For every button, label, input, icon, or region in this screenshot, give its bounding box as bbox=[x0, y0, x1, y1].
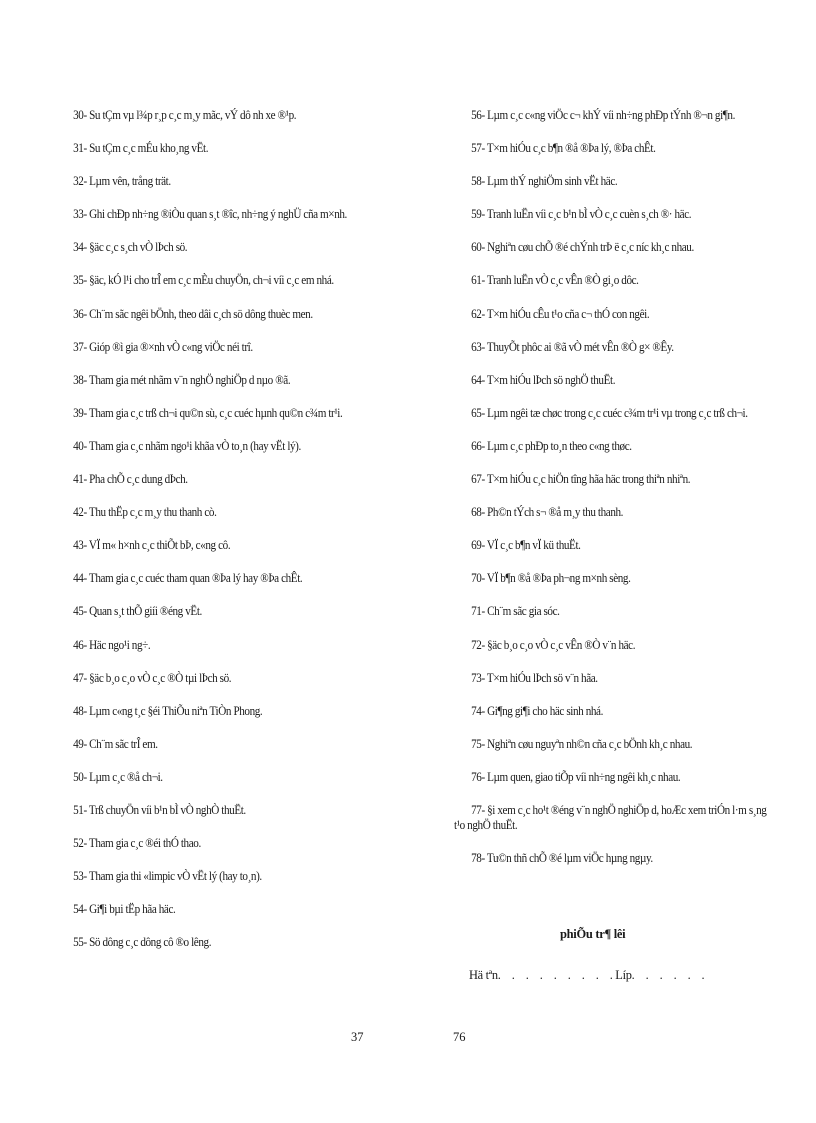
name-class-line: Hä tªn. . . . . . . . . Líp. . . . . . bbox=[469, 968, 705, 982]
list-item: 65- Lµm ngêi tæ chøc trong c¸c cuéc c¾m tr¹i vµ trong c¸c trß ch¬i. bbox=[471, 405, 748, 420]
page-number-left: 37 bbox=[351, 1030, 364, 1044]
list-item: 52- Tham gia c¸c ®éi thÓ thao. bbox=[73, 836, 201, 851]
list-item: 37- Gióp ®ì gia ®×nh vÒ c«ng viÖc néi trî. bbox=[73, 339, 253, 354]
list-item: 68- Ph©n tÝch s¬ ®å m¸y thu thanh. bbox=[471, 505, 624, 520]
list-item: 34- §äc c¸c s¸ch vÒ lÞch sö. bbox=[73, 240, 188, 255]
list-item: 63- ThuyÕt phôc ai ®ã vÒ mét vÊn ®Ò g× ®Êy. bbox=[471, 339, 674, 354]
list-item: 56- Lµm c¸c c«ng viÖc c¬ khÝ víi nh÷ng phÐp tÝnh ®¬n gi¶n. bbox=[471, 108, 735, 122]
answer-sheet-title: phiÕu tr¶ lêi bbox=[560, 927, 626, 941]
right-column bbox=[454, 108, 772, 884]
list-item: 54- Gi¶i bµi tËp hãa häc. bbox=[73, 902, 176, 917]
list-item: 77- §i xem c¸c ho¹t ®éng v¨n nghÖ nghiÖp d, hoÆc xem triÓn l·m s¸ng t¹o nghÖ thuËt. bbox=[454, 802, 767, 832]
list-item: 39- Tham gia c¸c trß ch¬i qu©n sù, c¸c cuéc hµnh qu©n c¾m tr¹i. bbox=[73, 405, 343, 420]
list-item: 40- Tham gia c¸c nhãm ngo¹i khãa vÒ to¸n (hay vËt lý). bbox=[73, 438, 301, 453]
list-item: 71- Ch¨m sãc gia sóc. bbox=[471, 604, 560, 619]
list-item: 64- T×m hiÓu lÞch sö nghÖ thuËt. bbox=[471, 372, 616, 387]
list-item: 33- Ghi chÐp nh÷ng ®iÒu quan s¸t ®îc, nh÷ng ý nghÜ cña m×nh. bbox=[73, 207, 347, 222]
list-item: 50- Lµm c¸c ®å ch¬i. bbox=[73, 769, 163, 784]
list-item: 58- Lµm thÝ nghiÖm sinh vËt häc. bbox=[471, 174, 618, 189]
list-item: 61- Tranh luËn vÒ c¸c vÊn ®Ò gi¸o dôc. bbox=[471, 273, 639, 288]
list-item: 41- Pha chÕ c¸c dung dÞch. bbox=[73, 472, 188, 487]
list-item: 45- Quan s¸t thÕ giíi ®éng vËt. bbox=[73, 604, 202, 619]
list-item: 49- Ch¨m sãc trÎ em. bbox=[73, 736, 158, 751]
list-item: 30- Su tÇm vµ l¾p r¸p c¸c m¸y mãc, vÝ dô nh xe ®¹p. bbox=[73, 108, 297, 122]
list-item: 59- Tranh luËn víi c¸c b¹n bÌ vÒ c¸c cuèn s¸ch ®· häc. bbox=[471, 207, 692, 222]
list-item: 75- Nghiªn cøu nguyªn nh©n cña c¸c bÖnh kh¸c nhau. bbox=[471, 736, 693, 751]
list-item: 69- VÏ c¸c b¶n vÏ kü thuËt. bbox=[471, 538, 581, 553]
list-item: 62- T×m hiÓu cÊu t¹o cña c¬ thÓ con ngêi. bbox=[471, 306, 650, 321]
list-item: 72- §äc b¸o c¸o vÒ c¸c vÊn ®Ò v¨n häc. bbox=[471, 637, 636, 652]
list-item: 73- T×m hiÓu lÞch sö v¨n hãa. bbox=[471, 670, 598, 685]
list-item: 48- Lµm c«ng t¸c §éi ThiÕu niªn TiÒn Phong. bbox=[73, 703, 263, 718]
list-item: 44- Tham gia c¸c cuéc tham quan ®Þa lý hay ®Þa chÊt. bbox=[73, 571, 303, 586]
list-item: 43- VÏ m« h×nh c¸c thiÕt bÞ, c«ng cô. bbox=[73, 538, 231, 553]
list-item: 53- Tham gia thi «limpic vÒ vËt lý (hay to¸n). bbox=[73, 869, 262, 884]
page-number-right: 76 bbox=[453, 1030, 466, 1044]
list-item: 78- Tu©n thñ chÕ ®é lµm viÖc hµng ngµy. bbox=[471, 851, 653, 866]
list-item: 51- Trß chuyÖn víi b¹n bÌ vÒ nghÒ thuËt. bbox=[73, 802, 246, 817]
list-item: 35- §äc, kÓ l¹i cho trÎ em c¸c mÈu chuyÖn, ch¬i víi c¸c em nhá. bbox=[73, 273, 334, 288]
list-item: 76- Lµm quen, giao tiÕp víi nh÷ng ngêi kh¸c nhau. bbox=[471, 769, 681, 784]
list-item: 32- Lµm vên, trång trät. bbox=[73, 174, 171, 189]
list-item: 57- T×m hiÓu c¸c b¶n ®å ®Þa lý, ®Þa chÊt. bbox=[471, 141, 656, 156]
list-item: 38- Tham gia mét nhãm v¨n nghÖ nghiÖp d nµo ®ã. bbox=[73, 372, 291, 387]
list-item: 31- Su tÇm c¸c mÉu kho¸ng vËt. bbox=[73, 141, 209, 156]
list-item: 60- Nghiªn cøu chÕ ®é chÝnh trÞ ë c¸c níc kh¸c nhau. bbox=[471, 240, 694, 255]
list-item: 67- T×m hiÓu c¸c hiÖn tîng hãa häc trong thiªn nhiªn. bbox=[471, 472, 691, 487]
list-item: 70- VÏ b¶n ®å ®Þa ph¬ng m×nh sèng. bbox=[471, 571, 631, 586]
list-item: 74- Gi¶ng gi¶i cho häc sinh nhá. bbox=[471, 703, 603, 718]
list-item: 36- Ch¨m sãc ngêi bÖnh, theo dâi c¸ch sö dông thuèc men. bbox=[73, 306, 313, 321]
list-item: 47- §äc b¸o c¸o vÒ c¸c ®Ò tµi lÞch sö. bbox=[73, 670, 232, 685]
list-item: 46- Häc ngo¹i ng÷. bbox=[73, 637, 151, 652]
left-column bbox=[56, 108, 374, 968]
list-item: 66- Lµm c¸c phÐp to¸n theo c«ng thøc. bbox=[471, 438, 632, 453]
list-item: 42- Thu thËp c¸c m¸y thu thanh cò. bbox=[73, 505, 217, 520]
list-item: 55- Sö dông c¸c dông cô ®o lêng. bbox=[73, 935, 212, 950]
